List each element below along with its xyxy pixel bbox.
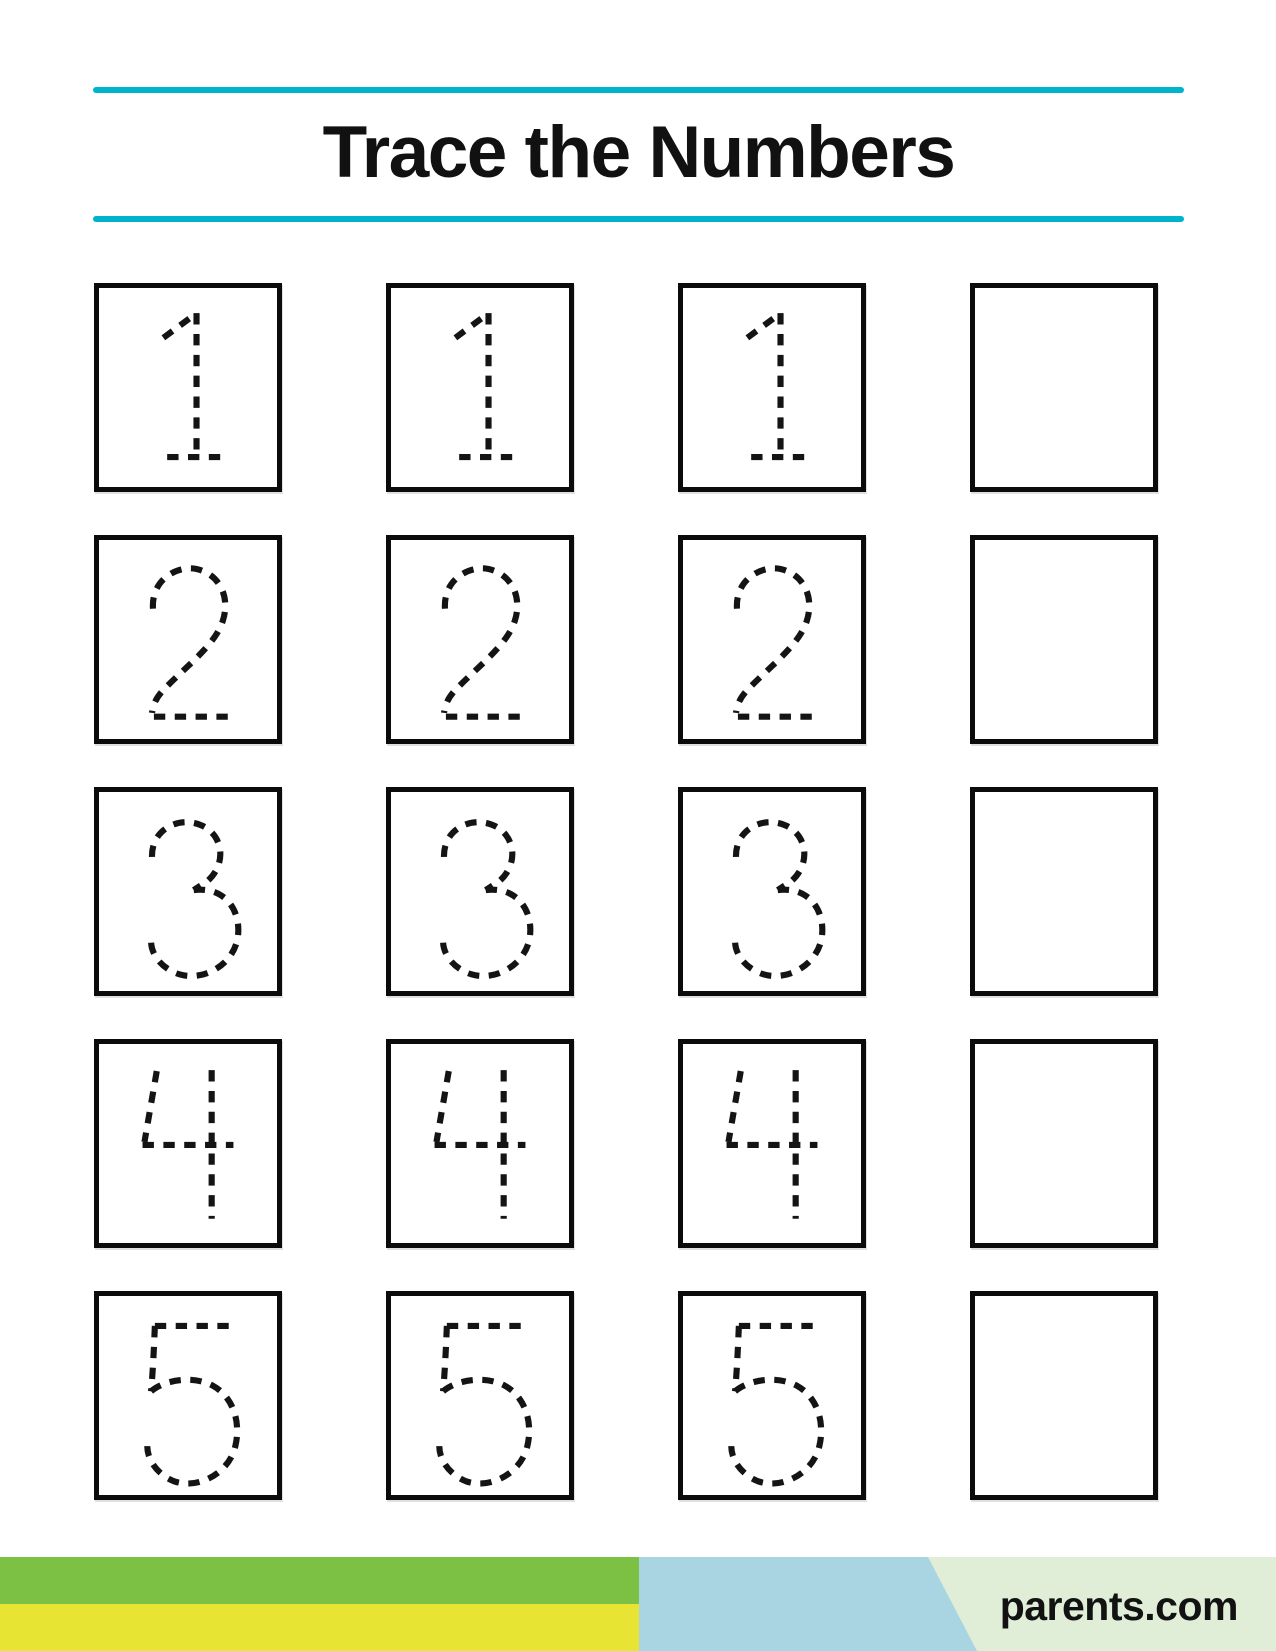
blank-cell-row-4 [970, 1039, 1158, 1248]
title-rule-top [93, 87, 1184, 93]
trace-cell-4 [94, 1039, 282, 1248]
trace-cell-5 [678, 1291, 866, 1500]
tracing-grid [94, 283, 1158, 1500]
trace-cell-3 [678, 787, 866, 996]
blank-cell-row-2 [970, 535, 1158, 744]
trace-cell-4 [678, 1039, 866, 1248]
footer-green-bar [0, 1557, 639, 1604]
footer [0, 1557, 1276, 1651]
trace-cell-5 [386, 1291, 574, 1500]
title-rule-bottom [93, 216, 1184, 222]
blank-cell-row-3 [970, 787, 1158, 996]
trace-cell-2 [94, 535, 282, 744]
trace-cell-5 [94, 1291, 282, 1500]
trace-cell-1 [94, 283, 282, 492]
trace-cell-3 [386, 787, 574, 996]
blank-cell-row-1 [970, 283, 1158, 492]
blank-cell-row-5 [970, 1291, 1158, 1500]
footer-blue-band [639, 1557, 977, 1651]
trace-cell-2 [386, 535, 574, 744]
trace-cell-3 [94, 787, 282, 996]
trace-cell-1 [386, 283, 574, 492]
trace-cell-4 [386, 1039, 574, 1248]
footer-yellow-bar [0, 1604, 639, 1651]
brand-logo: parents.com [999, 1583, 1238, 1629]
trace-cell-1 [678, 283, 866, 492]
page-title: Trace the Numbers [322, 111, 955, 193]
trace-cell-2 [678, 535, 866, 744]
